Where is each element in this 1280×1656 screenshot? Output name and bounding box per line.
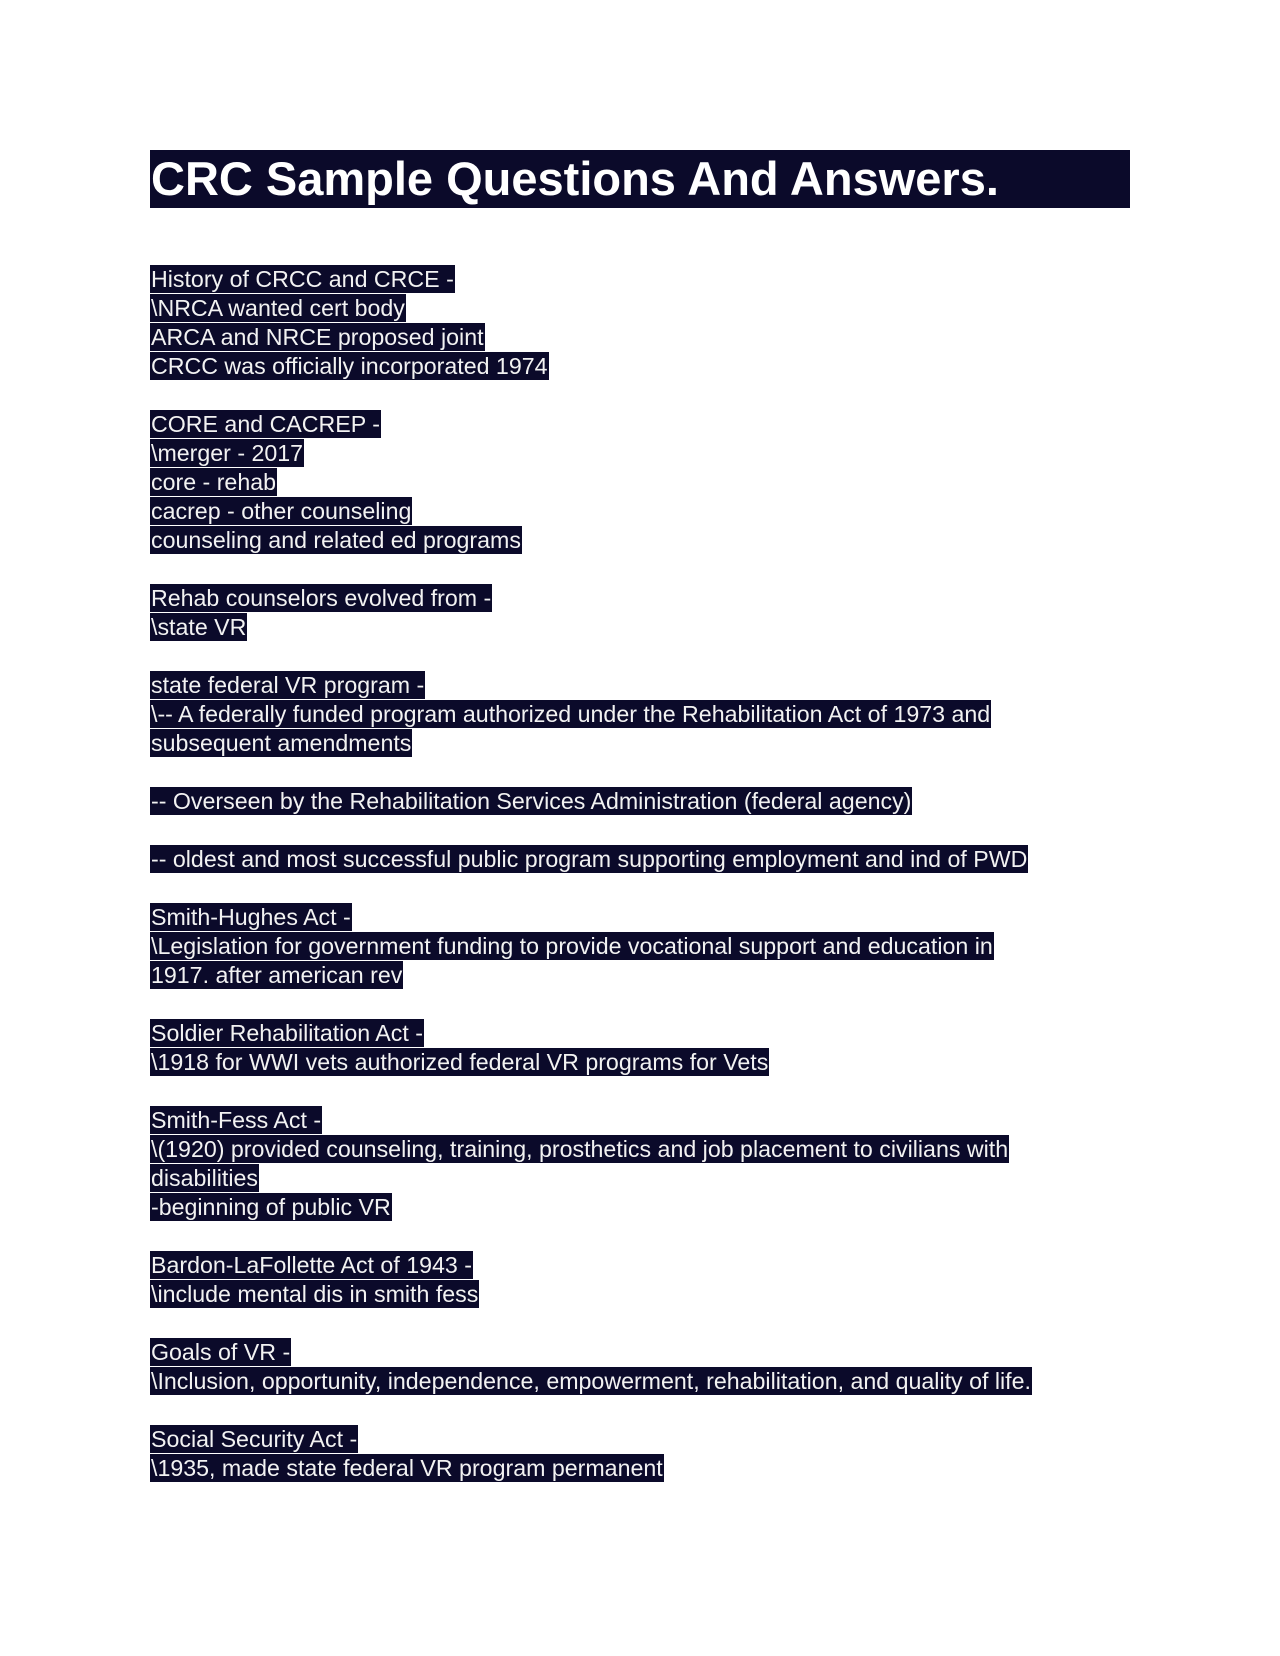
- qa-entry: [150, 265, 1130, 381]
- qa-answer-line: [150, 468, 1130, 497]
- qa-answer-line: [150, 1135, 1130, 1164]
- qa-answer-line: [150, 1048, 1130, 1077]
- qa-entry: [150, 671, 1130, 758]
- qa-question-line: [150, 410, 1130, 439]
- highlighted-text: \-- A federally funded program authorized under the Rehabilitation Act of 1973 and: [151, 701, 991, 727]
- qa-entry: [150, 903, 1130, 990]
- qa-answer-line: [150, 323, 1130, 352]
- qa-answer-line: [150, 613, 1130, 642]
- highlighted-text: History of CRCC and CRCE -: [151, 266, 454, 292]
- qa-answer-line: [150, 729, 1130, 758]
- qa-entry: [150, 845, 1130, 874]
- highlighted-text: 1917. after american rev: [151, 962, 403, 988]
- qa-entry: [150, 1251, 1130, 1309]
- highlighted-text: Rehab counselors evolved from -: [151, 585, 492, 611]
- qa-question-line: [150, 903, 1130, 932]
- document-page: [150, 150, 1130, 1512]
- qa-question-line: [150, 1019, 1130, 1048]
- qa-question-line: [150, 1251, 1130, 1280]
- highlighted-text: Soldier Rehabilitation Act -: [151, 1020, 423, 1046]
- qa-entry: [150, 787, 1130, 816]
- qa-answer-line: [150, 932, 1130, 961]
- highlighted-text: cacrep - other counseling: [151, 498, 412, 524]
- highlighted-text: CRCC was officially incorporated 1974: [151, 353, 548, 379]
- qa-question-line: [150, 1425, 1130, 1454]
- qa-question-line: [150, 584, 1130, 613]
- qa-answer-line: [150, 497, 1130, 526]
- highlighted-text: \merger - 2017: [151, 440, 304, 466]
- qa-answer-line: [150, 352, 1130, 381]
- highlighted-text: \(1920) provided counseling, training, prosthetics and job placement to civilians with: [151, 1136, 1009, 1162]
- qa-question-line: [150, 1338, 1130, 1367]
- qa-answer-line: [150, 526, 1130, 555]
- qa-answer-line: [150, 1164, 1130, 1193]
- qa-answer-line: [150, 700, 1130, 729]
- qa-entry: [150, 584, 1130, 642]
- highlighted-text: Smith-Hughes Act -: [151, 904, 351, 930]
- document-title: CRC Sample Questions And Answers.: [151, 152, 999, 205]
- highlighted-text: \state VR: [151, 614, 247, 640]
- highlighted-text: -- Overseen by the Rehabilitation Services Administration (federal agency): [151, 788, 912, 814]
- qa-answer-line: [150, 961, 1130, 990]
- highlighted-text: Goals of VR -: [151, 1339, 291, 1365]
- qa-entry: [150, 410, 1130, 555]
- qa-answer-line: [150, 294, 1130, 323]
- qa-answer-line: [150, 1367, 1130, 1396]
- qa-question-line: [150, 1106, 1130, 1135]
- title-highlight: [150, 150, 1130, 208]
- highlighted-text: core - rehab: [151, 469, 277, 495]
- qa-entry: [150, 1106, 1130, 1222]
- qa-entry: [150, 1019, 1130, 1077]
- highlighted-text: \include mental dis in smith fess: [151, 1281, 479, 1307]
- qa-answer-line: [150, 1454, 1130, 1483]
- qa-question-line: [150, 845, 1130, 874]
- highlighted-text: -- oldest and most successful public program supporting employment and ind of PWD: [151, 846, 1028, 872]
- highlighted-text: Smith-Fess Act -: [151, 1107, 322, 1133]
- qa-entry: [150, 1338, 1130, 1396]
- highlighted-text: \Inclusion, opportunity, independence, empowerment, rehabilitation, and quality of life.: [151, 1368, 1031, 1394]
- qa-answer-line: [150, 1193, 1130, 1222]
- qa-entry: [150, 1425, 1130, 1483]
- highlighted-text: state federal VR program -: [151, 672, 425, 698]
- highlighted-text: \1935, made state federal VR program permanent: [151, 1455, 663, 1481]
- highlighted-text: counseling and related ed programs: [151, 527, 521, 553]
- qa-answer-line: [150, 1280, 1130, 1309]
- highlighted-text: \1918 for WWI vets authorized federal VR programs for Vets: [151, 1049, 769, 1075]
- highlighted-text: ARCA and NRCE proposed joint: [151, 324, 484, 350]
- qa-answer-line: [150, 439, 1130, 468]
- highlighted-text: disabilities: [151, 1165, 258, 1191]
- highlighted-text: \NRCA wanted cert body: [151, 295, 405, 321]
- qa-question-line: [150, 265, 1130, 294]
- highlighted-text: -beginning of public VR: [151, 1194, 391, 1220]
- highlighted-text: Bardon-LaFollette Act of 1943 -: [151, 1252, 472, 1278]
- highlighted-text: subsequent amendments: [151, 730, 412, 756]
- highlighted-text: Social Security Act -: [151, 1426, 358, 1452]
- qa-question-line: [150, 671, 1130, 700]
- qa-list: [150, 265, 1130, 1483]
- qa-question-line: [150, 787, 1130, 816]
- highlighted-text: \Legislation for government funding to provide vocational support and education in: [151, 933, 993, 959]
- highlighted-text: CORE and CACREP -: [151, 411, 380, 437]
